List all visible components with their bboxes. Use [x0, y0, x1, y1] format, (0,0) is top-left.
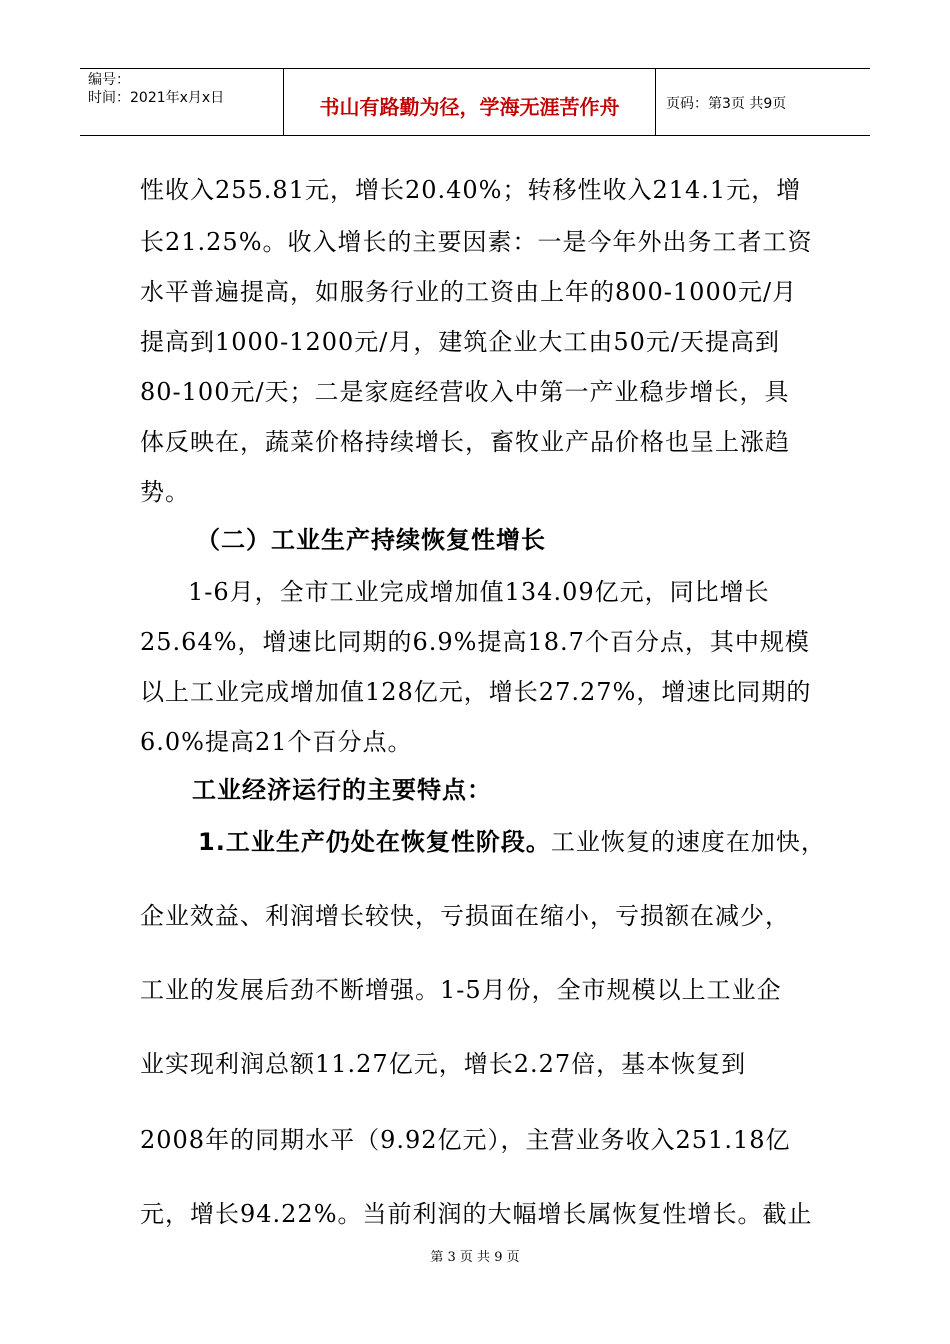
text-line: 性收入255.81元，增长20.40%；转移性收入214.1元，增 [140, 176, 802, 204]
header-motto: 书山有路勤为径，学海无涯苦作舟 [284, 69, 656, 135]
text-line: 以上工业完成增加值128亿元，增长27.27%，增速比同期的 [140, 678, 812, 706]
text-line: 水平普遍提高，如服务行业的工资由上年的800-1000元/月 [140, 278, 798, 306]
text-line: 工业的发展后劲不断增强。1-5月份，全市规模以上工业企 [140, 976, 782, 1004]
text-line: 1-6月，全市工业完成增加值134.09亿元，同比增长 [188, 578, 770, 606]
text-line: 长21.25%。收入增长的主要因素：一是今年外出务工者工资 [140, 228, 813, 256]
text-line: 企业效益、利润增长较快，亏损面在缩小，亏损额在减少， [140, 902, 790, 930]
text-line: 2008年的同期水平（9.92亿元），主营业务收入251.18亿 [140, 1126, 791, 1154]
text-line: 势。 [140, 478, 190, 506]
sub-heading: 工业经济运行的主要特点： [192, 776, 492, 804]
section-heading: （二）工业生产持续恢复性增长 [196, 526, 546, 554]
text-line: 业实现利润总额11.27亿元，增长2.27倍，基本恢复到 [140, 1050, 747, 1078]
text-line: 25.64%，增速比同期的6.9%提高18.7个百分点，其中规模 [140, 628, 810, 656]
header-meta [80, 69, 284, 135]
text-line: 体反映在，蔬菜价格持续增长，畜牧业产品价格也呈上涨趋 [140, 428, 790, 456]
point-1-title: 1.工业生产仍处在恢复性阶段。 [198, 828, 551, 856]
page-footer: 第 3 页 共 9 页 [430, 1250, 520, 1265]
point-1-text: 工业恢复的速度在加快， [550, 828, 826, 856]
point-1 [198, 822, 826, 857]
text-line: 80-100元/天；二是家庭经营收入中第一产业稳步增长，具 [140, 378, 790, 406]
doc-number-label: 编号： [88, 72, 130, 88]
text-line: 6.0%提高21个百分点。 [140, 728, 413, 756]
doc-time-label: 时间：2021年x月x日 [88, 90, 225, 106]
page-header [80, 68, 870, 136]
header-page-code: 页码：第3页 共9页 [666, 96, 787, 112]
text-line: 提高到1000-1200元/月，建筑企业大工由50元/天提高到 [140, 328, 780, 356]
text-line: 元，增长94.22%。当前利润的大幅增长属恢复性增长。截止 [140, 1200, 813, 1228]
